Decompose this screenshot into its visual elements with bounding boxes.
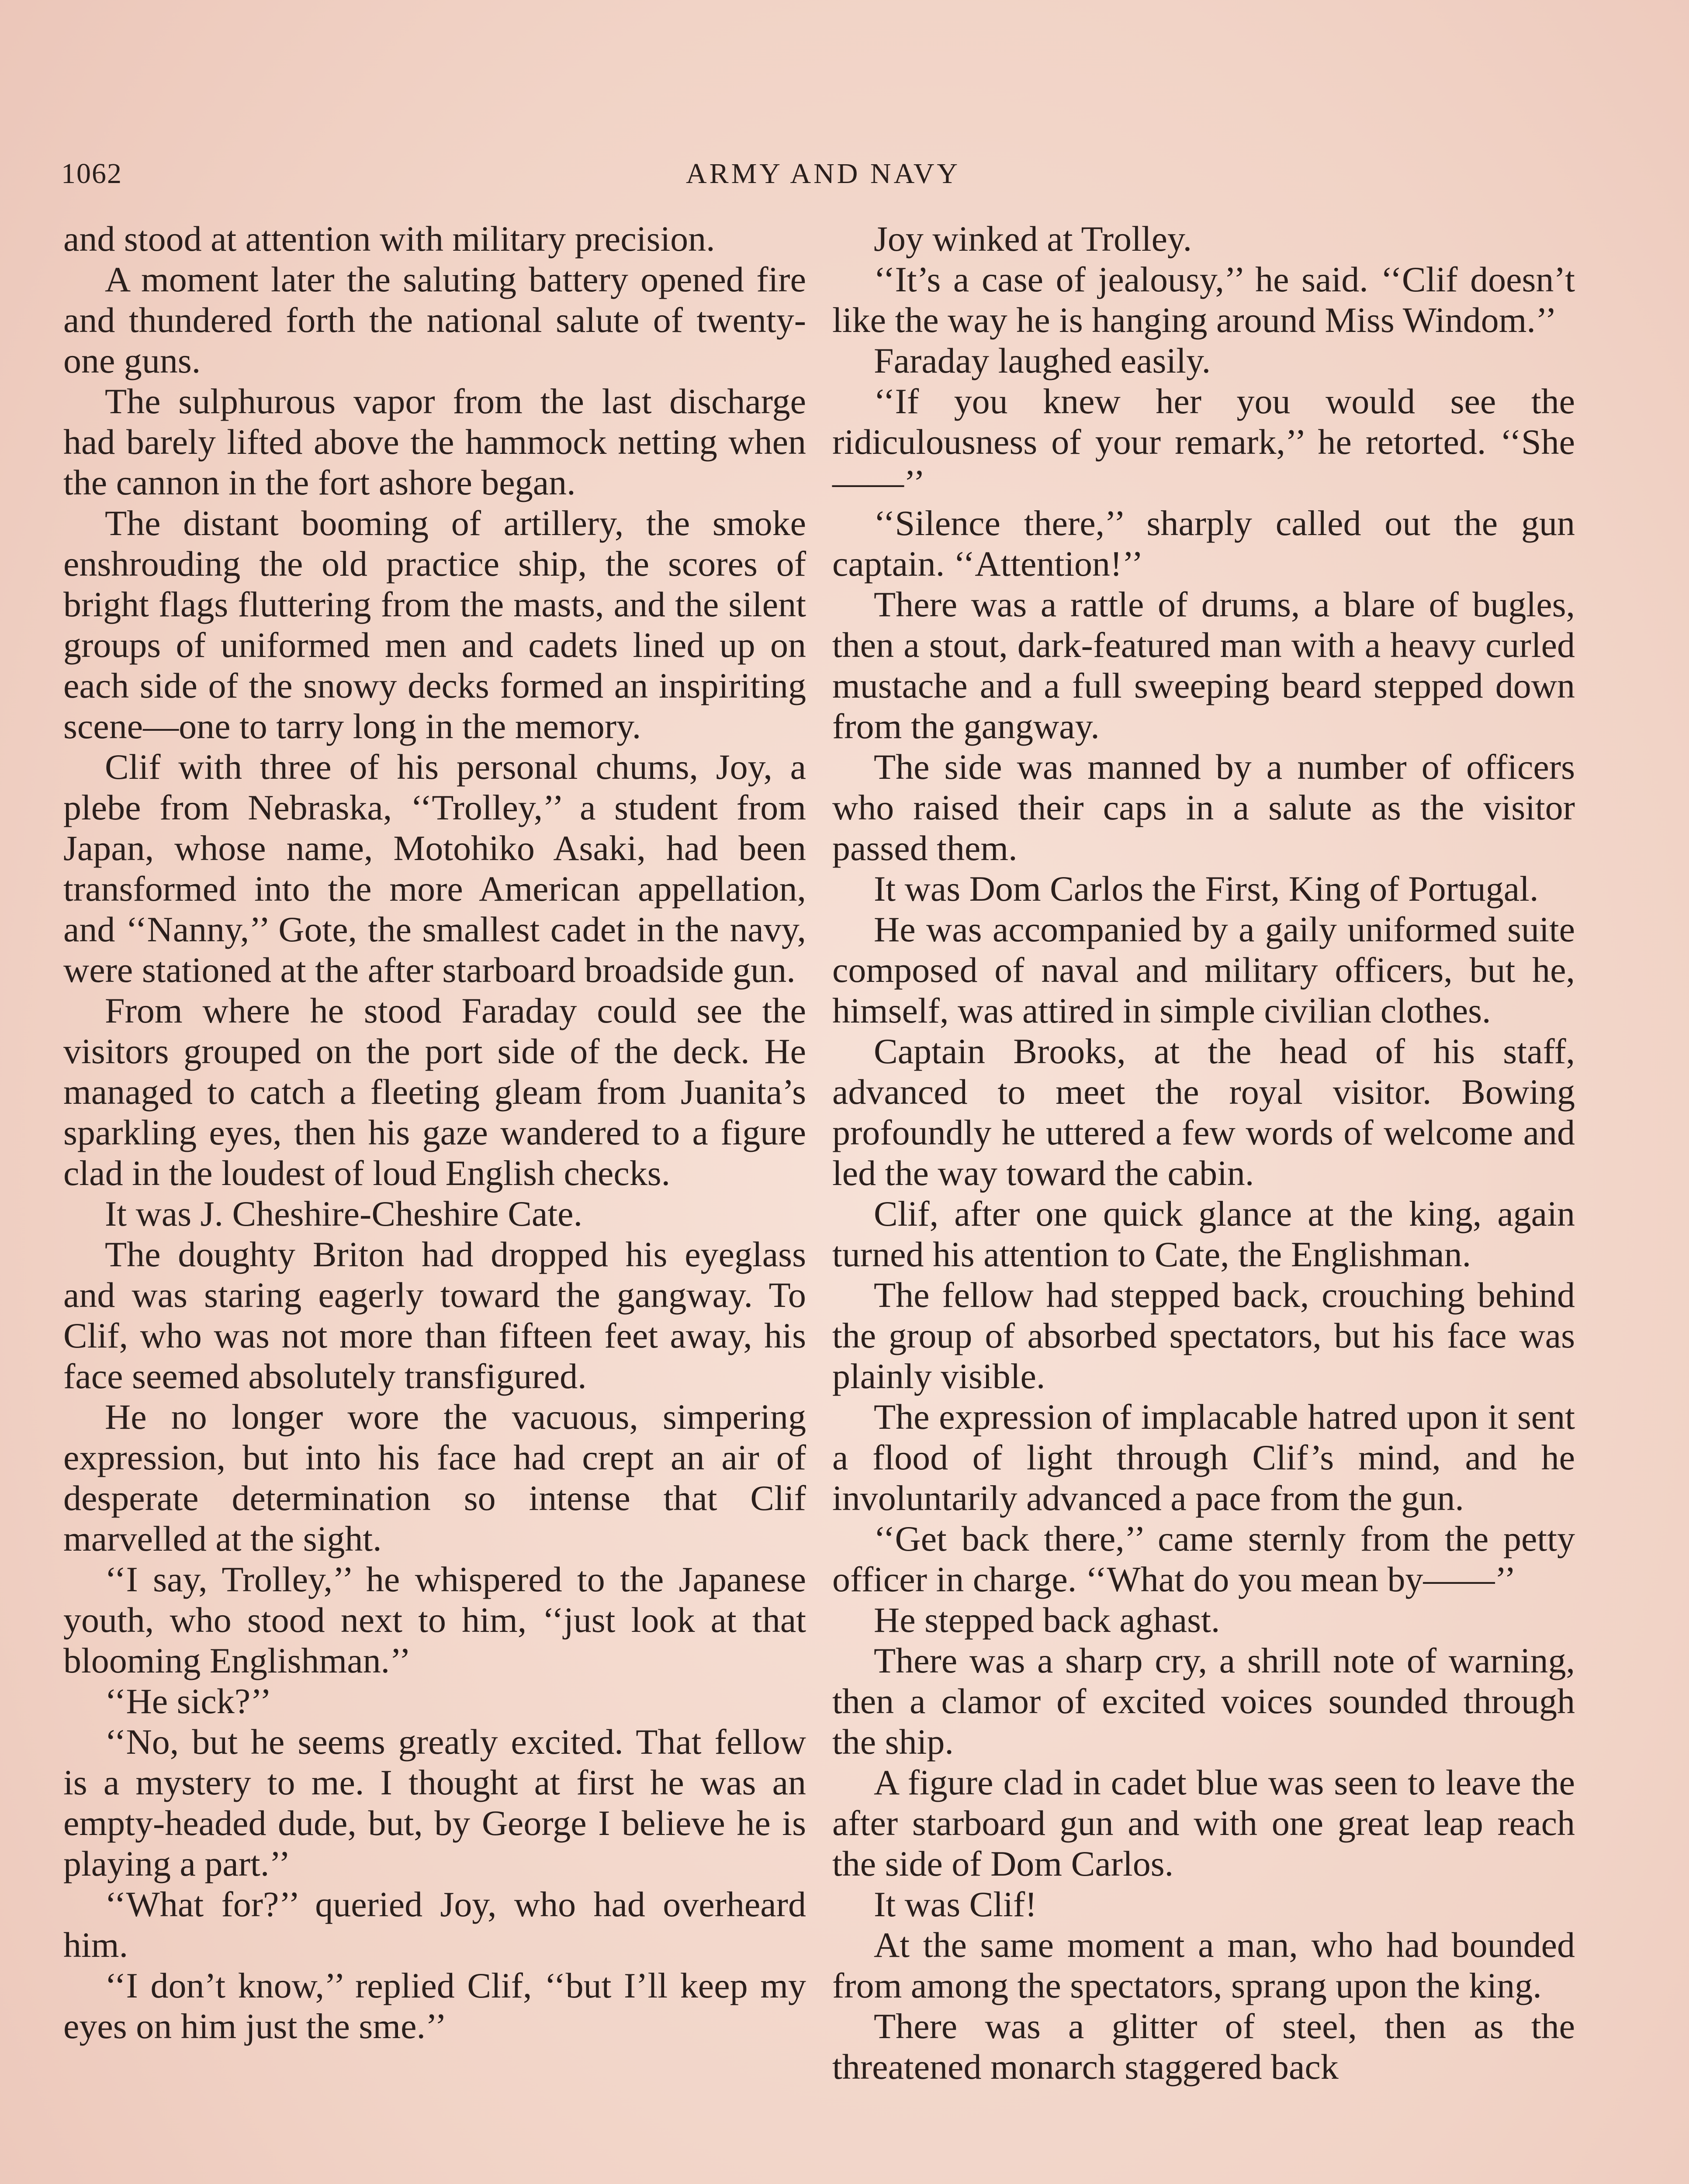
paragraph: ‘‘Get back there,’’ came sternly from the petty officer in charge. ‘‘What do you mean by——’’ xyxy=(832,1519,1575,1599)
paragraph: It was Clif! xyxy=(874,1884,1037,1924)
paragraph: There was a glitter of steel, then as the threatened monarch staggered back xyxy=(832,2006,1575,2087)
right-column xyxy=(832,218,1575,2087)
paragraph: At the same moment a man, who had bounded from among the spectators, sprang upon the king. xyxy=(832,1925,1575,2005)
paragraph: Clif with three of his personal chums, Joy, a plebe from Nebraska, ‘‘Trolley,’’ a student from Japan, whose name, Motohiko Asaki, had been transformed into the more American appellation, and ‘‘Nanny,’’ Gote, the smallest cadet in the navy, were stationed at the after starboard broadside gun. xyxy=(63,747,806,990)
paragraph: Faraday laughed easily. xyxy=(874,341,1211,380)
paragraph: He stepped back aghast. xyxy=(874,1600,1220,1640)
paragraph: The fellow had stepped back, crouching behind the group of absorbed spectators, but his face was plainly visible. xyxy=(832,1275,1575,1396)
paragraph: He was accompanied by a gaily uniformed suite composed of naval and military officers, but he, himself, was attired in simple civilian clothes. xyxy=(832,909,1575,1030)
paragraph: There was a sharp cry, a shrill note of warning, then a clamor of excited voices sounded through the ship. xyxy=(832,1641,1575,1762)
paragraph: ‘‘What for?’’ queried Joy, who had overheard him. xyxy=(63,1884,806,1965)
paragraph: ‘‘It’s a case of jealousy,’’ he said. ‘‘Clif doesn’t like the way he is hanging around Miss Windom.’’ xyxy=(832,259,1575,340)
paragraph: ‘‘Silence there,’’ sharply called out the gun captain. ‘‘Attention!’’ xyxy=(832,503,1575,584)
paragraph: and stood at attention with military precision. xyxy=(63,219,715,259)
paragraph: The side was manned by a number of officers who raised their caps in a salute as the visitor passed them. xyxy=(832,747,1575,868)
paragraph: Clif, after one quick glance at the king, again turned his attention to Cate, the Englishman. xyxy=(832,1194,1575,1274)
page-header xyxy=(61,157,1590,205)
paragraph: Captain Brooks, at the head of his staff, advanced to meet the royal visitor. Bowing profoundly he uttered a few words of welcome and led the way toward the cabin. xyxy=(832,1031,1575,1193)
running-title: ARMY AND NAVY xyxy=(686,158,961,190)
paragraph: ‘‘No, but he seems greatly excited. That fellow is a mystery to me. I thought at first he was an empty-headed dude, but, by George I believe he is playing a part.’’ xyxy=(63,1722,806,1883)
paragraph: The expression of implacable hatred upon it sent a flood of light through Clif’s mind, and he involuntarily advanced a pace from the gun. xyxy=(832,1397,1575,1518)
paragraph: ‘‘I don’t know,’’ replied Clif, ‘‘but I’ll keep my eyes on him just the sme.’’ xyxy=(63,1966,806,2046)
paragraph: A figure clad in cadet blue was seen to leave the after starboard gun and with one great leap reach the side of Dom Carlos. xyxy=(832,1762,1575,1883)
left-column xyxy=(63,218,806,2046)
paragraph: From where he stood Faraday could see the visitors grouped on the port side of the deck. He managed to catch a fleeting gleam from Juanita’s sparkling eyes, then his gaze wandered to a figure clad in the loudest of loud English checks. xyxy=(63,991,806,1193)
paragraph: Joy winked at Trolley. xyxy=(874,219,1192,259)
paragraph: A moment later the saluting battery opened fire and thundered forth the national salute of twenty-one guns. xyxy=(63,259,806,380)
page-number: 1062 xyxy=(61,158,122,190)
paragraph: It was J. Cheshire-Cheshire Cate. xyxy=(105,1194,583,1234)
paragraph: It was Dom Carlos the First, King of Portugal. xyxy=(874,869,1539,909)
paragraph: The distant booming of artillery, the smoke enshrouding the old practice ship, the scores of bright flags fluttering from the masts, and the silent groups of uniformed men and cadets lined up on each side of the snowy decks formed an inspiriting scene—one to tarry long in the memory. xyxy=(63,503,806,746)
paragraph: The doughty Briton had dropped his eyeglass and was staring eagerly toward the gangway. To Clif, who was not more than fifteen feet away, his face seemed absolutely transfigured. xyxy=(63,1234,806,1396)
paragraph: He no longer wore the vacuous, simpering expression, but into his face had crept an air of desperate determination so intense that Clif marvelled at the sight. xyxy=(63,1397,806,1559)
paragraph: The sulphurous vapor from the last discharge had barely lifted above the hammock netting when the cannon in the fort ashore began. xyxy=(63,381,806,502)
paragraph: ‘‘If you knew her you would see the ridiculousness of your remark,’’ he retorted. ‘‘She——’’ xyxy=(832,381,1575,502)
paragraph: ‘‘He sick?’’ xyxy=(105,1681,272,1721)
paragraph: ‘‘I say, Trolley,’’ he whispered to the Japanese youth, who stood next to him, ‘‘just look at that blooming Englishman.’’ xyxy=(63,1559,806,1680)
paragraph: There was a rattle of drums, a blare of bugles, then a stout, dark-featured man with a heavy curled mustache and a full sweeping beard stepped down from the gangway. xyxy=(832,584,1575,746)
